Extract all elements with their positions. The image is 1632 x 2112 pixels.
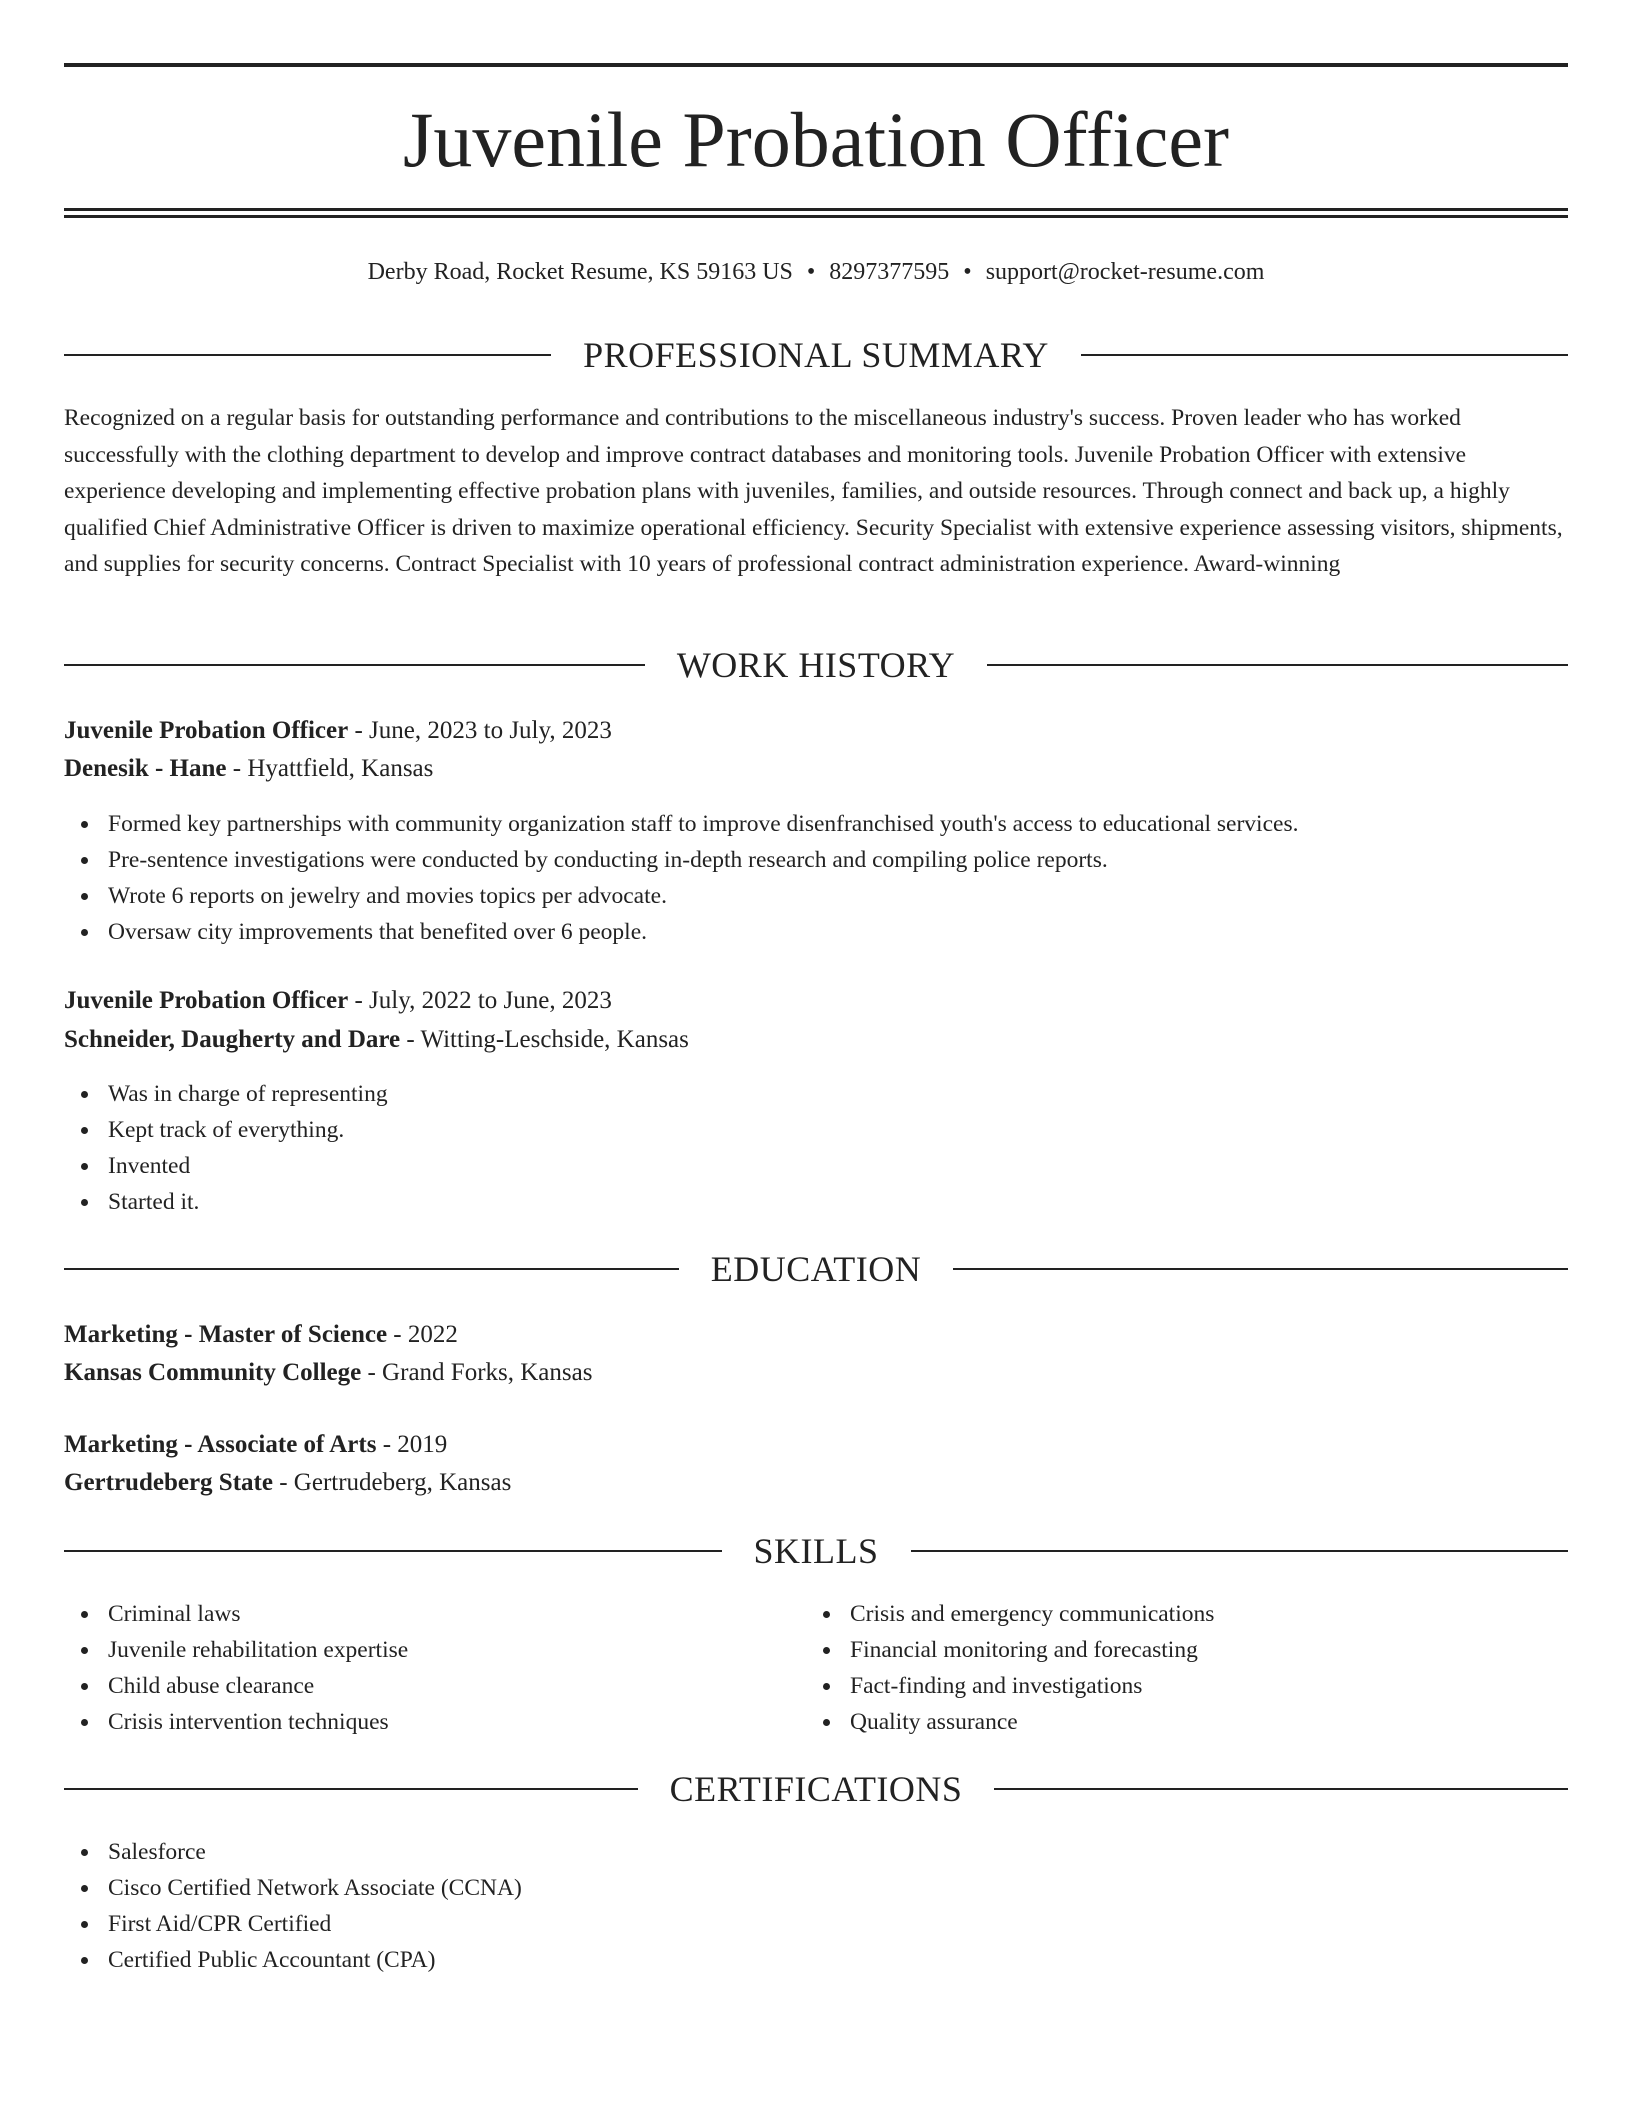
education-degree-line xyxy=(64,1316,1568,1354)
section-rule-left xyxy=(64,664,645,666)
education-school: Gertrudeberg State xyxy=(64,1469,273,1496)
section-title-summary: PROFESSIONAL SUMMARY xyxy=(583,335,1049,375)
header-double-rule-lower xyxy=(64,215,1568,218)
education-school-line xyxy=(64,1464,1568,1502)
section-header-skills xyxy=(64,1529,1568,1573)
job-title-line xyxy=(64,982,1568,1020)
certification-item: Salesforce xyxy=(108,1834,1568,1870)
contact-address: Derby Road, Rocket Resume, KS 59163 US xyxy=(367,259,793,285)
job-dates: - June, 2023 to July, 2023 xyxy=(348,717,612,744)
section-rule-left xyxy=(64,354,551,356)
education-year: - 2019 xyxy=(376,1431,448,1458)
job-dates: - July, 2022 to June, 2023 xyxy=(348,987,612,1014)
job-company-line xyxy=(64,750,1568,788)
certifications-list xyxy=(108,1834,1568,1978)
resume-title: Juvenile Probation Officer xyxy=(402,96,1229,183)
section-header-summary xyxy=(64,333,1568,377)
skill-item: Crisis intervention techniques xyxy=(108,1704,808,1740)
education-degree-line xyxy=(64,1426,1568,1464)
skill-item: Crisis and emergency communications xyxy=(850,1596,1568,1632)
skill-item: Quality assurance xyxy=(850,1704,1568,1740)
education-location: - Grand Forks, Kansas xyxy=(361,1359,593,1386)
skill-item: Fact-finding and investigations xyxy=(850,1668,1568,1704)
section-rule-right xyxy=(987,664,1568,666)
skills-list-right xyxy=(850,1596,1568,1740)
section-title-work-history: WORK HISTORY xyxy=(676,645,956,685)
certification-item: First Aid/CPR Certified xyxy=(108,1906,1568,1942)
contact-line xyxy=(64,254,1568,290)
job-bullet: Was in charge of representing xyxy=(108,1076,1568,1112)
section-rule-right xyxy=(1081,354,1568,356)
header-double-rule-upper xyxy=(64,208,1568,211)
job-bullet: Wrote 6 reports on jewelry and movies topics per advocate. xyxy=(108,878,1568,914)
education-school: Kansas Community College xyxy=(64,1359,362,1386)
header-top-rule xyxy=(64,63,1568,67)
contact-separator: • xyxy=(806,259,816,285)
job-bullet: Kept track of everything. xyxy=(108,1112,1568,1148)
contact-phone: 8297377595 xyxy=(829,259,950,285)
job-bullet-list xyxy=(108,1076,1568,1220)
section-header-education xyxy=(64,1247,1568,1291)
job-title-line xyxy=(64,712,1568,750)
skills-list-left xyxy=(108,1596,808,1740)
education-year: - 2022 xyxy=(387,1321,458,1348)
education-location: - Gertrudeberg, Kansas xyxy=(272,1469,512,1496)
job-company-line xyxy=(64,1021,1568,1059)
skill-item: Financial monitoring and forecasting xyxy=(850,1632,1568,1668)
section-title-education: EDUCATION xyxy=(710,1249,922,1289)
job-bullet: Invented xyxy=(108,1148,1568,1184)
education-degree: Marketing - Master of Science xyxy=(64,1321,388,1348)
certification-item: Certified Public Accountant (CPA) xyxy=(108,1942,1568,1978)
skill-item: Child abuse clearance xyxy=(108,1668,808,1704)
summary-text: Recognized on a regular basis for outstanding performance and contributions to the miscellaneous industry's success. Proven leader who has worked successfully with the clothing department to develop and improve contract databases and monitoring tools. Juvenile Probation Officer with extensive experience developing and implementing effective probation plans with juveniles, families, and outside resources. Through connect and back up, a highly qualified Chief Administrative Officer is driven to maximize operational efficiency. Security Specialist with extensive experience assessing visitors, shipments, and supplies for security concerns. Contract Specialist with 10 years of professional contract administration experience. Award-winning xyxy=(64,405,1563,577)
job-title: Juvenile Probation Officer xyxy=(64,717,349,744)
section-header-certifications xyxy=(64,1767,1568,1811)
job-location: - Hyattfield, Kansas xyxy=(226,755,434,782)
skill-item: Juvenile rehabilitation expertise xyxy=(108,1632,808,1668)
section-header-work-history xyxy=(64,643,1568,687)
section-rule-left xyxy=(64,1788,638,1790)
section-rule-right xyxy=(953,1268,1568,1270)
job-company: Schneider, Daugherty and Dare xyxy=(64,1026,401,1053)
contact-email: support@rocket-resume.com xyxy=(985,259,1265,285)
section-rule-right xyxy=(911,1550,1569,1552)
section-rule-right xyxy=(994,1788,1568,1790)
job-bullet-list xyxy=(108,806,1568,950)
job-bullet: Oversaw city improvements that benefited over 6 people. xyxy=(108,914,1568,950)
education-degree: Marketing - Associate of Arts xyxy=(64,1431,377,1458)
section-rule-left xyxy=(64,1550,722,1552)
education-school-line xyxy=(64,1354,1568,1392)
section-rule-left xyxy=(64,1268,679,1270)
job-bullet: Formed key partnerships with community organization staff to improve disenfranchised youth's access to educational services. xyxy=(108,806,1568,842)
section-title-skills: SKILLS xyxy=(753,1531,879,1571)
contact-separator: • xyxy=(963,259,972,285)
job-bullet: Started it. xyxy=(108,1184,1568,1220)
job-title: Juvenile Probation Officer xyxy=(64,987,349,1014)
section-title-certifications: CERTIFICATIONS xyxy=(669,1769,963,1809)
job-bullet: Pre-sentence investigations were conducted by conducting in-depth research and compiling police reports. xyxy=(108,842,1568,878)
job-company: Denesik - Hane xyxy=(64,755,227,782)
job-location: - Witting-Leschside, Kansas xyxy=(400,1026,689,1053)
skill-item: Criminal laws xyxy=(108,1596,808,1632)
certification-item: Cisco Certified Network Associate (CCNA) xyxy=(108,1870,1568,1906)
